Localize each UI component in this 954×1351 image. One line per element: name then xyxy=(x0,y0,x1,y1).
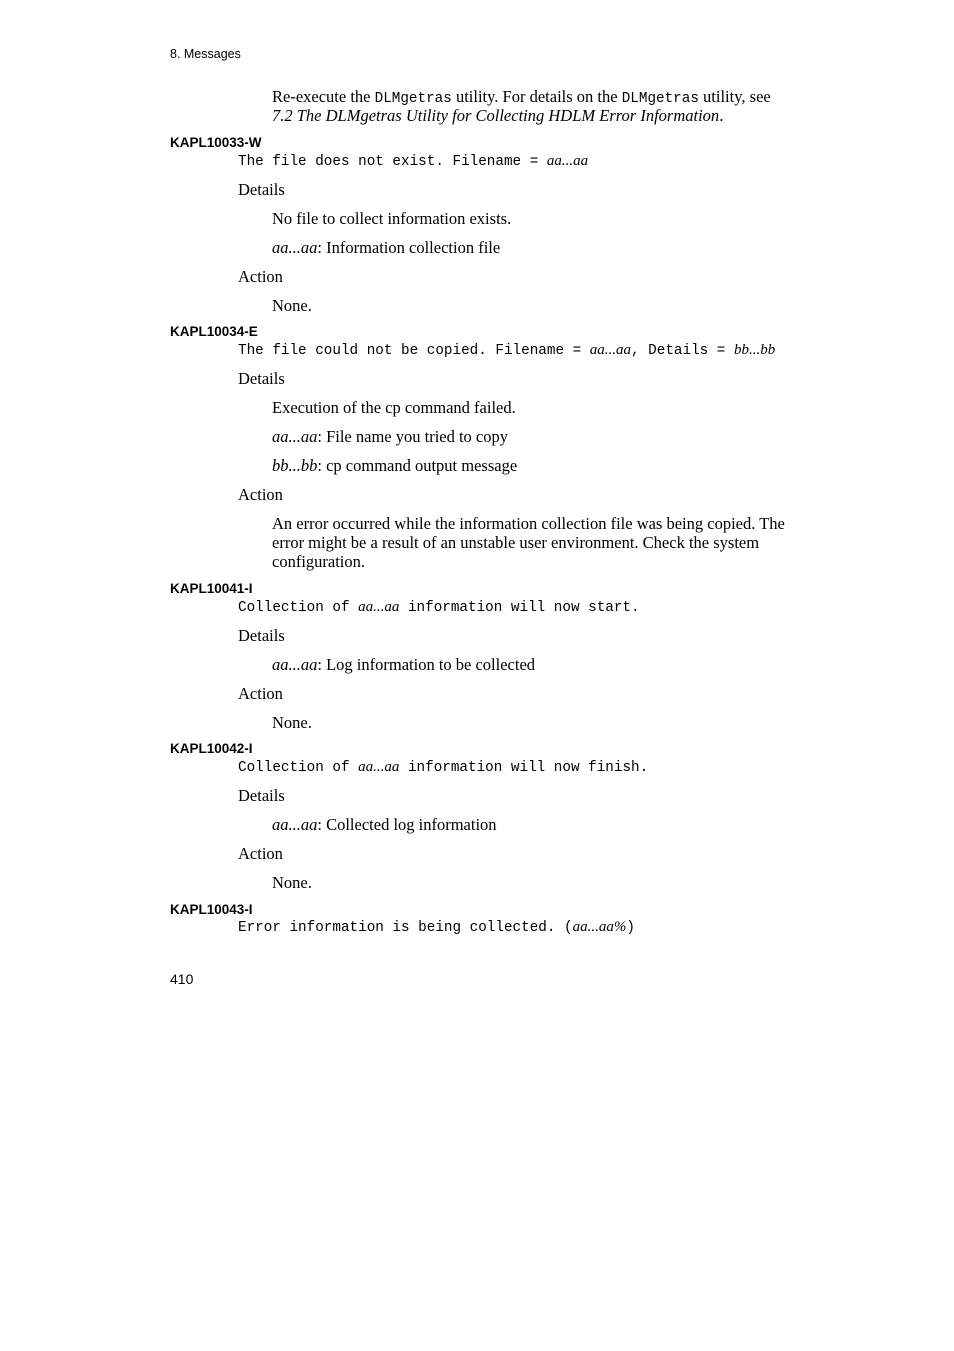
action-label: Action xyxy=(238,844,283,863)
message-text xyxy=(238,919,635,936)
message-text xyxy=(238,759,648,776)
action-text: None. xyxy=(272,713,312,732)
details-text: No file to collect information exists. xyxy=(272,209,512,228)
message-literal: information will now start. xyxy=(399,600,640,616)
message-text xyxy=(238,599,640,616)
message-id: KAPL10034-E xyxy=(170,324,258,339)
message-literal: , Details = xyxy=(631,343,734,359)
variable-description xyxy=(272,238,500,257)
message-variable: aa...aa xyxy=(358,599,400,615)
action-text-line: error might be a result of an unstable user environment. Check the system xyxy=(272,533,760,552)
details-text: Execution of the cp command failed. xyxy=(272,398,516,417)
variable-desc: : cp command output message xyxy=(317,456,518,475)
message-variable: aa...aa% xyxy=(572,919,627,935)
message-id: KAPL10042-I xyxy=(170,741,253,756)
details-label: Details xyxy=(238,786,285,805)
variable-desc: : Log information to be collected xyxy=(317,655,536,674)
message-literal: ) xyxy=(626,920,635,936)
message-id: KAPL10033-W xyxy=(170,135,262,150)
variable-description xyxy=(272,456,517,475)
details-label: Details xyxy=(238,626,285,645)
variable-name: aa...aa xyxy=(272,815,318,834)
message-variable: bb...bb xyxy=(733,342,776,358)
message-literal: information will now finish. xyxy=(399,760,649,776)
variable-name: aa...aa xyxy=(272,427,318,446)
message-literal: The file does not exist. Filename = xyxy=(238,154,547,170)
message-variable: aa...aa xyxy=(358,759,400,775)
message-literal: Error information is being collected. ( xyxy=(238,920,573,936)
variable-description xyxy=(272,427,508,446)
variable-desc: : Information collection file xyxy=(317,238,501,257)
intro-reference: 7.2 The DLMgetras Utility for Collecting HDLM Error Information xyxy=(272,106,720,125)
variable-desc: : Collected log information xyxy=(317,815,497,834)
action-text: None. xyxy=(272,296,312,315)
intro-text: utility, see xyxy=(698,87,771,106)
message-literal: Collection of xyxy=(238,600,359,616)
variable-description xyxy=(272,655,535,674)
message-variable: aa...aa xyxy=(589,342,632,358)
intro-code: DLMgetras xyxy=(621,91,699,107)
action-label: Action xyxy=(238,485,283,504)
variable-name: aa...aa xyxy=(272,238,318,257)
variable-name: aa...aa xyxy=(272,655,318,674)
variable-name: bb...bb xyxy=(272,456,318,475)
message-text xyxy=(238,153,588,170)
intro-text: Re-execute the xyxy=(272,87,375,106)
message-variable: aa...aa xyxy=(546,153,589,169)
action-text-line: configuration. xyxy=(272,552,366,571)
action-text: None. xyxy=(272,873,312,892)
intro-line-2 xyxy=(272,106,723,125)
variable-description xyxy=(272,815,497,834)
message-id: KAPL10043-I xyxy=(170,902,253,917)
intro-code: DLMgetras xyxy=(374,91,452,107)
details-label: Details xyxy=(238,369,285,388)
running-header: 8. Messages xyxy=(170,47,241,61)
intro-text: . xyxy=(719,106,724,125)
action-label: Action xyxy=(238,267,283,286)
action-text-line: An error occurred while the information collection file was being copied. The xyxy=(272,514,785,533)
variable-desc: : File name you tried to copy xyxy=(317,427,509,446)
intro-text: utility. For details on the xyxy=(451,87,622,106)
message-literal: Collection of xyxy=(238,760,359,776)
action-label: Action xyxy=(238,684,283,703)
page-number: 410 xyxy=(170,971,194,987)
message-id: KAPL10041-I xyxy=(170,581,253,596)
details-label: Details xyxy=(238,180,285,199)
message-text xyxy=(238,342,775,359)
message-literal: The file could not be copied. Filename = xyxy=(238,343,590,359)
